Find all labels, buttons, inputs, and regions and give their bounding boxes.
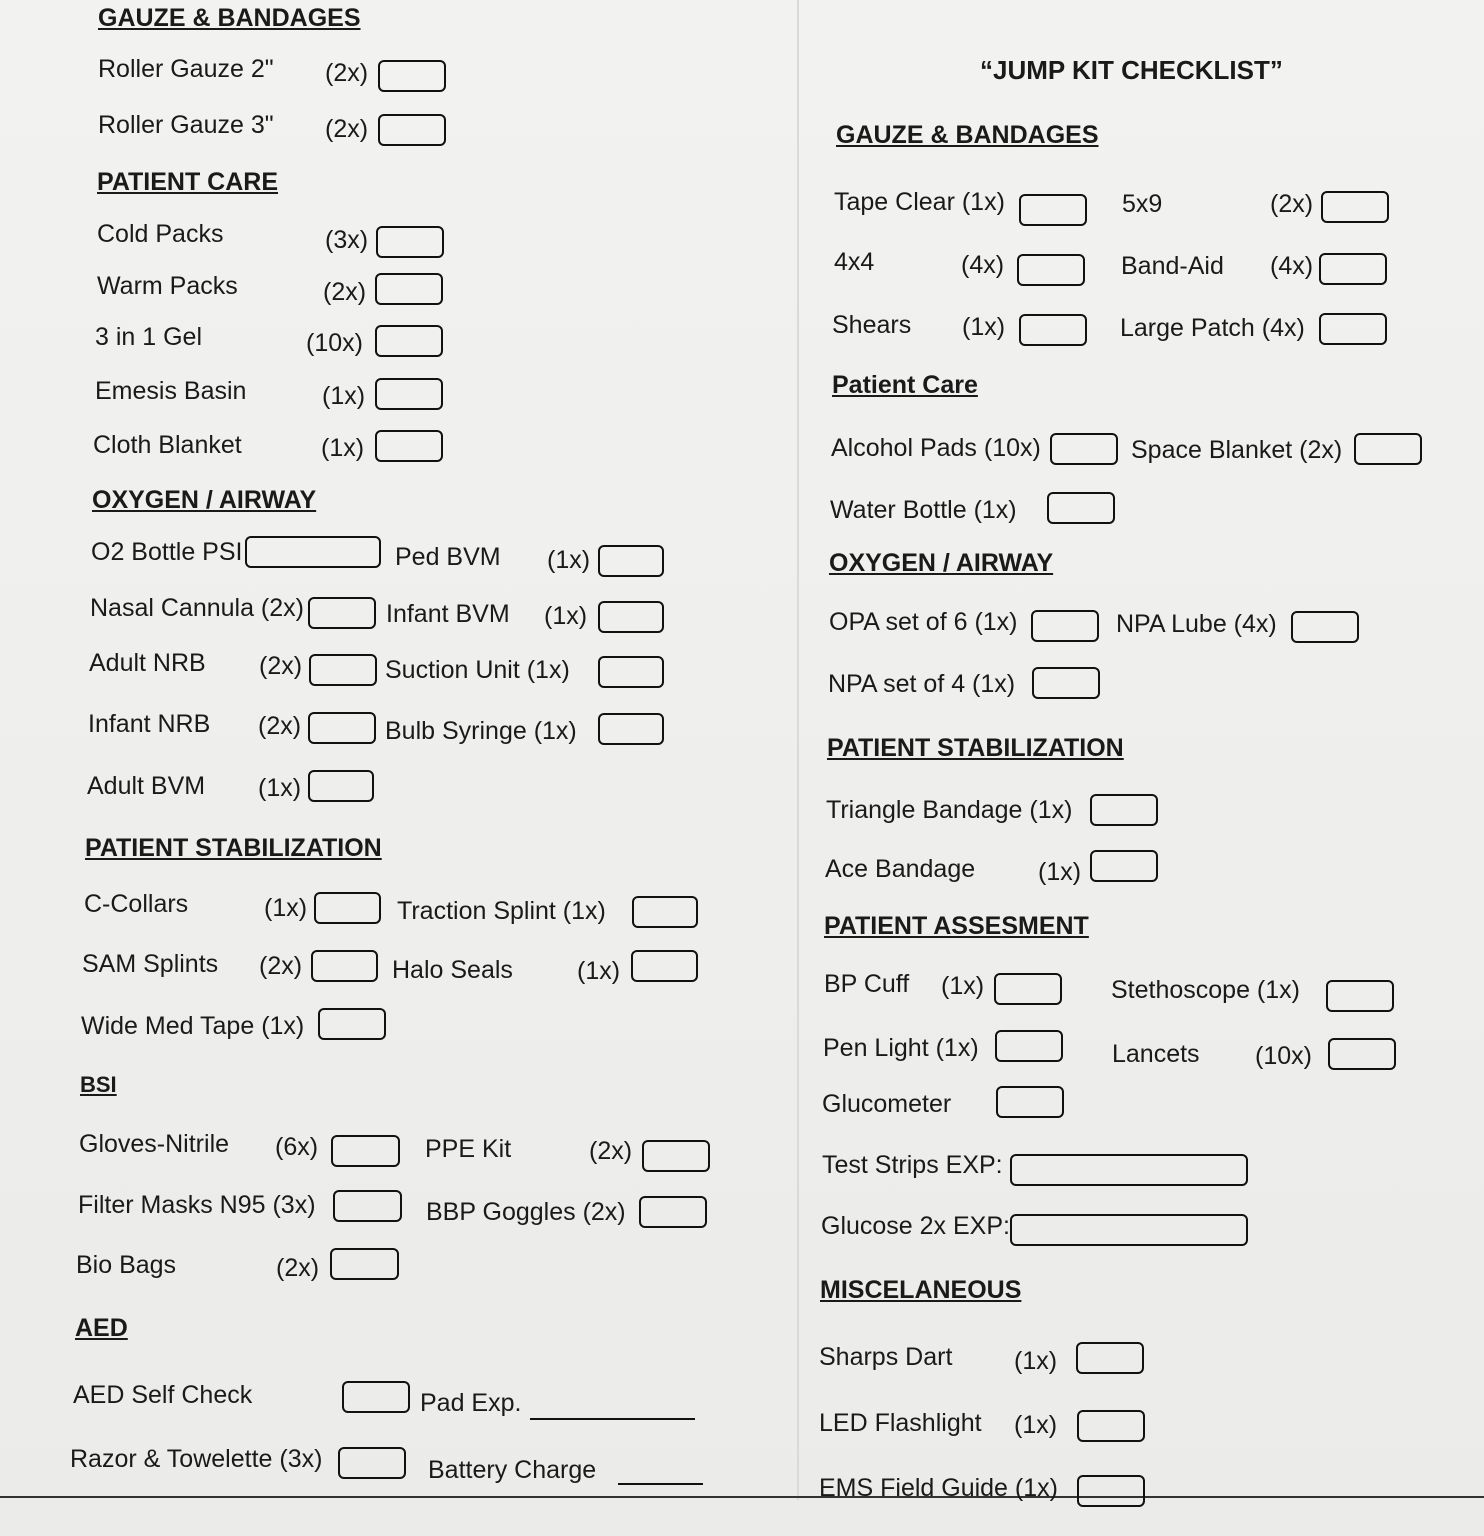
- space-blanket-checkbox[interactable]: [1354, 433, 1422, 465]
- bbp-goggles-checkbox[interactable]: [639, 1196, 707, 1228]
- adult-bvm-label: Adult BVM: [87, 772, 206, 800]
- infant-nrb-checkbox[interactable]: [308, 712, 376, 744]
- water-bottle-label: Water Bottle (1x): [830, 496, 1017, 524]
- adult-bvm-qty: (1x): [258, 774, 302, 802]
- ppe-kit-checkbox[interactable]: [642, 1140, 710, 1172]
- warm-packs-label: Warm Packs: [97, 272, 238, 300]
- infant-bvm-qty: (1x): [544, 602, 588, 630]
- bio-bags-qty: (2x): [276, 1254, 320, 1282]
- adult-nrb-checkbox[interactable]: [309, 654, 377, 686]
- pen-light-label: Pen Light (1x): [823, 1034, 979, 1062]
- bp-cuff-label: BP Cuff: [824, 970, 910, 998]
- bbp-goggles-label: BBP Goggles (2x): [426, 1198, 626, 1226]
- roller-gauze-3-checkbox[interactable]: [378, 114, 446, 146]
- space-blanket-label: Space Blanket (2x): [1131, 436, 1343, 464]
- stethoscope-label: Stethoscope (1x): [1111, 976, 1300, 1004]
- warm-packs-qty: (2x): [323, 278, 367, 306]
- misc-header: MISCELANEOUS: [820, 1276, 1022, 1304]
- alcohol-pads-label: Alcohol Pads (10x): [831, 434, 1041, 462]
- emesis-basin-qty: (1x): [322, 382, 366, 410]
- assessment-header: PATIENT ASSESMENT: [824, 912, 1089, 940]
- c-collars-label: C-Collars: [84, 890, 189, 918]
- cloth-blanket-qty: (1x): [321, 434, 365, 462]
- led-flashlight-qty: (1x): [1014, 1411, 1058, 1439]
- bio-bags-checkbox[interactable]: [330, 1248, 399, 1280]
- roller-gauze-2-label: Roller Gauze 2": [98, 55, 274, 83]
- ped-bvm-qty: (1x): [547, 546, 591, 574]
- triangle-bandage-label: Triangle Bandage (1x): [826, 796, 1073, 824]
- gloves-label: Gloves-Nitrile: [79, 1130, 230, 1158]
- right-patient-care-header: Patient Care: [832, 371, 978, 399]
- ems-field-guide-checkbox[interactable]: [1077, 1475, 1145, 1507]
- left-gauze-header: GAUZE & BANDAGES: [98, 4, 361, 32]
- lancets-qty: (10x): [1255, 1042, 1312, 1070]
- glucose-label: Glucose 2x EXP:: [821, 1212, 1010, 1240]
- filter-masks-checkbox[interactable]: [333, 1190, 402, 1222]
- suction-unit-checkbox[interactable]: [598, 656, 664, 688]
- cold-packs-checkbox[interactable]: [376, 226, 444, 258]
- tape-clear-label: Tape Clear (1x): [834, 188, 1005, 216]
- npa-set-label: NPA set of 4 (1x): [828, 670, 1016, 698]
- checklist-title: “JUMP KIT CHECKLIST”: [980, 55, 1283, 85]
- bp-cuff-checkbox[interactable]: [994, 973, 1062, 1005]
- five-by-nine-qty: (2x): [1270, 190, 1314, 218]
- nasal-cannula-label: Nasal Cannula (2x): [90, 594, 304, 622]
- ace-bandage-qty: (1x): [1038, 858, 1082, 886]
- band-aid-label: Band-Aid: [1121, 252, 1224, 280]
- razor-towelette-checkbox[interactable]: [338, 1447, 406, 1479]
- warm-packs-checkbox[interactable]: [375, 273, 443, 305]
- ppe-kit-label: PPE Kit: [425, 1135, 512, 1163]
- halo-seals-label: Halo Seals: [392, 956, 513, 984]
- sam-splints-checkbox[interactable]: [311, 950, 378, 982]
- bottom-rule: [0, 1496, 1484, 1498]
- cold-packs-label: Cold Packs: [97, 220, 224, 248]
- adult-nrb-label: Adult NRB: [89, 649, 206, 677]
- razor-towelette-label: Razor & Towelette (3x): [70, 1445, 323, 1473]
- npa-set-checkbox[interactable]: [1032, 667, 1100, 699]
- adult-bvm-checkbox[interactable]: [308, 770, 374, 802]
- opa-set-label: OPA set of 6 (1x): [829, 608, 1018, 636]
- four-by-four-label: 4x4: [834, 248, 875, 276]
- triangle-bandage-checkbox[interactable]: [1090, 794, 1158, 826]
- o2-bottle-psi-field[interactable]: [245, 536, 381, 568]
- infant-nrb-label: Infant NRB: [88, 710, 211, 738]
- test-strips-exp-field[interactable]: [1010, 1154, 1248, 1186]
- c-collars-qty: (1x): [264, 894, 308, 922]
- aed-self-check-label: AED Self Check: [73, 1381, 253, 1409]
- four-by-four-checkbox[interactable]: [1017, 254, 1085, 286]
- gloves-qty: (6x): [275, 1133, 319, 1161]
- pen-light-checkbox[interactable]: [995, 1030, 1063, 1062]
- test-strips-label: Test Strips EXP:: [822, 1151, 1003, 1179]
- alcohol-pads-checkbox[interactable]: [1050, 433, 1118, 465]
- emesis-basin-label: Emesis Basin: [95, 377, 247, 405]
- ems-field-guide-label: EMS Field Guide (1x): [819, 1474, 1058, 1502]
- band-aid-qty: (4x): [1270, 252, 1314, 280]
- sharps-dart-checkbox[interactable]: [1076, 1342, 1144, 1374]
- cloth-blanket-checkbox[interactable]: [375, 430, 443, 462]
- roller-gauze-3-qty: (2x): [325, 115, 369, 143]
- pad-exp-line[interactable]: [530, 1418, 695, 1420]
- roller-gauze-2-checkbox[interactable]: [378, 60, 446, 92]
- left-oxygen-header: OXYGEN / AIRWAY: [92, 486, 317, 514]
- ped-bvm-checkbox[interactable]: [598, 545, 664, 577]
- gloves-checkbox[interactable]: [331, 1135, 400, 1167]
- filter-masks-label: Filter Masks N95 (3x): [78, 1191, 316, 1219]
- shears-label: Shears: [832, 311, 912, 339]
- sharps-dart-label: Sharps Dart: [819, 1343, 953, 1371]
- traction-splint-checkbox[interactable]: [632, 896, 698, 928]
- glucometer-checkbox[interactable]: [996, 1086, 1064, 1118]
- traction-splint-label: Traction Splint (1x): [397, 897, 606, 925]
- roller-gauze-2-qty: (2x): [325, 59, 369, 87]
- bulb-syringe-checkbox[interactable]: [598, 713, 664, 745]
- five-by-nine-label: 5x9: [1122, 190, 1163, 218]
- lancets-checkbox[interactable]: [1328, 1038, 1396, 1070]
- adult-nrb-qty: (2x): [259, 652, 303, 680]
- nasal-cannula-checkbox[interactable]: [308, 597, 376, 629]
- battery-charge-label: Battery Charge: [428, 1456, 597, 1484]
- right-gauze-header: GAUZE & BANDAGES: [836, 121, 1099, 149]
- halo-seals-qty: (1x): [577, 957, 621, 985]
- npa-lube-checkbox[interactable]: [1291, 611, 1359, 643]
- gel-checkbox[interactable]: [375, 325, 443, 357]
- sharps-dart-qty: (1x): [1014, 1347, 1058, 1375]
- tape-clear-checkbox[interactable]: [1019, 194, 1087, 226]
- glucose-exp-field[interactable]: [1010, 1214, 1248, 1246]
- ped-bvm-label: Ped BVM: [395, 543, 501, 571]
- sam-splints-label: SAM Splints: [82, 950, 219, 978]
- shears-qty: (1x): [962, 313, 1006, 341]
- large-patch-checkbox[interactable]: [1319, 313, 1387, 345]
- aed-self-check-checkbox[interactable]: [342, 1381, 410, 1413]
- cloth-blanket-label: Cloth Blanket: [93, 431, 242, 459]
- led-flashlight-label: LED Flashlight: [819, 1409, 982, 1437]
- npa-lube-label: NPA Lube (4x): [1116, 610, 1277, 638]
- stethoscope-checkbox[interactable]: [1326, 980, 1394, 1012]
- gel-qty: (10x): [306, 329, 363, 357]
- glucometer-label: Glucometer: [822, 1090, 952, 1118]
- gel-label: 3 in 1 Gel: [95, 323, 203, 351]
- pad-exp-label: Pad Exp.: [420, 1389, 522, 1417]
- right-stabilization-header: PATIENT STABILIZATION: [827, 734, 1124, 762]
- ppe-kit-qty: (2x): [589, 1137, 633, 1165]
- ace-bandage-label: Ace Bandage: [825, 855, 976, 883]
- roller-gauze-3-label: Roller Gauze 3": [98, 111, 274, 139]
- bp-cuff-qty: (1x): [941, 972, 985, 1000]
- halo-seals-checkbox[interactable]: [631, 950, 698, 982]
- o2-bottle-label: O2 Bottle PSI: [91, 538, 243, 566]
- four-by-four-qty: (4x): [961, 251, 1005, 279]
- page-fold: [797, 0, 799, 1500]
- band-aid-checkbox[interactable]: [1319, 253, 1387, 285]
- large-patch-label: Large Patch (4x): [1120, 314, 1305, 342]
- infant-bvm-checkbox[interactable]: [598, 601, 664, 633]
- bsi-header: BSI: [80, 1072, 117, 1097]
- suction-unit-label: Suction Unit (1x): [385, 656, 570, 684]
- sam-splints-qty: (2x): [259, 952, 303, 980]
- shears-checkbox[interactable]: [1019, 314, 1087, 346]
- water-bottle-checkbox[interactable]: [1047, 492, 1115, 524]
- cold-packs-qty: (3x): [325, 226, 369, 254]
- aed-header: AED: [75, 1314, 128, 1342]
- led-flashlight-checkbox[interactable]: [1077, 1410, 1145, 1442]
- battery-charge-line[interactable]: [618, 1483, 703, 1485]
- five-by-nine-checkbox[interactable]: [1321, 191, 1389, 223]
- opa-set-checkbox[interactable]: [1031, 610, 1099, 642]
- right-oxygen-header: OXYGEN / AIRWAY: [829, 549, 1054, 577]
- wide-med-tape-checkbox[interactable]: [318, 1008, 386, 1040]
- bulb-syringe-label: Bulb Syringe (1x): [385, 717, 577, 745]
- lancets-label: Lancets: [1112, 1040, 1200, 1068]
- ace-bandage-checkbox[interactable]: [1090, 850, 1158, 882]
- infant-nrb-qty: (2x): [258, 712, 302, 740]
- c-collars-checkbox[interactable]: [314, 892, 381, 924]
- infant-bvm-label: Infant BVM: [386, 600, 510, 628]
- left-stabilization-header: PATIENT STABILIZATION: [85, 834, 382, 862]
- left-patient-care-header: PATIENT CARE: [97, 168, 279, 196]
- emesis-basin-checkbox[interactable]: [375, 378, 443, 410]
- wide-med-tape-label: Wide Med Tape (1x): [81, 1012, 305, 1040]
- bio-bags-label: Bio Bags: [76, 1251, 177, 1279]
